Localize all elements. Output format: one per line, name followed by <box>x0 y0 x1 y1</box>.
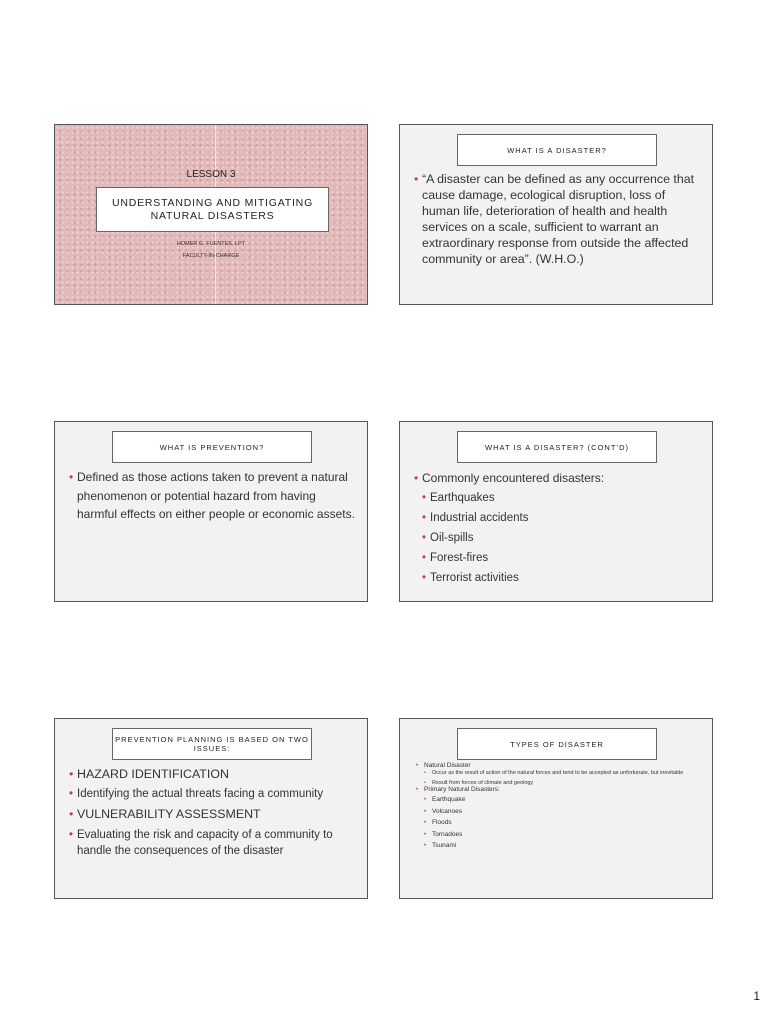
list-lead: • Commonly encountered disasters: <box>414 468 704 488</box>
definition-bullet: • “A disaster can be defined as any occurrence that cause damage, ecological disruption, loss of human life, deterioration of health and health services on a scale, sufficient to warrant an extraordinary response from outside the affected community or area”. (W.H.O.) <box>414 171 704 267</box>
slide-2-what-is-disaster <box>399 124 713 305</box>
slide-title: WHAT IS A DISASTER? <box>457 134 657 166</box>
issue-heading: • HAZARD IDENTIFICATION <box>69 764 359 784</box>
slide-body <box>69 468 359 524</box>
slide-title: PREVENTION PLANNING IS BASED ON TWO ISSUES: <box>112 728 312 760</box>
slide-3-what-is-prevention <box>54 421 368 602</box>
slide-6-types-of-disaster <box>399 718 713 899</box>
type-detail: • Occur as the result of action of the natural forces and tend to be accepted as unfortunate, but inevitable <box>424 770 704 777</box>
type-heading: • Natural Disaster <box>416 762 704 770</box>
slide-4-disaster-contd <box>399 421 713 602</box>
author-role: FACULTY-IN-CHARGE <box>182 253 240 259</box>
lesson-title: UNDERSTANDING AND MITIGATING NATURAL DISASTERS <box>96 187 329 232</box>
slide-title: WHAT IS A DISASTER? (CONT’D) <box>457 431 657 463</box>
author-name: HOMER G. FUENTES, LPT <box>176 241 246 247</box>
slide-body <box>414 468 704 588</box>
list-item: • Terrorist activities <box>422 568 704 588</box>
page-number: 1 <box>753 989 760 1003</box>
slide-5-prevention-planning <box>54 718 368 899</box>
type-heading: • Primary Natural Disasters: <box>416 786 704 794</box>
list-item: • Forest-fires <box>422 548 704 568</box>
issue-description: • Identifying the actual threats facing a community <box>69 784 359 804</box>
list-item: • Earthquake <box>424 794 704 806</box>
slide-title: WHAT IS PREVENTION? <box>112 431 312 463</box>
list-item: • Tornadoes <box>424 829 704 841</box>
slide-title: TYPES OF DISASTER <box>457 728 657 760</box>
list-item: • Floods <box>424 817 704 829</box>
slide-1-title <box>54 124 368 305</box>
lesson-label: LESSON 3 <box>186 169 236 180</box>
slide-body <box>69 764 359 859</box>
list-item: • Earthquakes <box>422 488 704 508</box>
issue-heading: • VULNERABILITY ASSESSMENT <box>69 804 359 824</box>
definition-bullet: • Defined as those actions taken to prevent a natural phenomenon or potential hazard from having harmful effects on either people or economic assets. <box>69 468 359 524</box>
slide-body <box>414 171 704 267</box>
issue-description: • Evaluating the risk and capacity of a community to handle the consequences of the disaster <box>69 827 359 859</box>
list-item: • Tsunami <box>424 840 704 852</box>
list-item: • Oil-spills <box>422 528 704 548</box>
list-item: • Industrial accidents <box>422 508 704 528</box>
list-item: • Volcanoes <box>424 806 704 818</box>
slide-body <box>416 762 704 852</box>
type-detail: • Result from forces of climate and geology <box>424 780 704 787</box>
